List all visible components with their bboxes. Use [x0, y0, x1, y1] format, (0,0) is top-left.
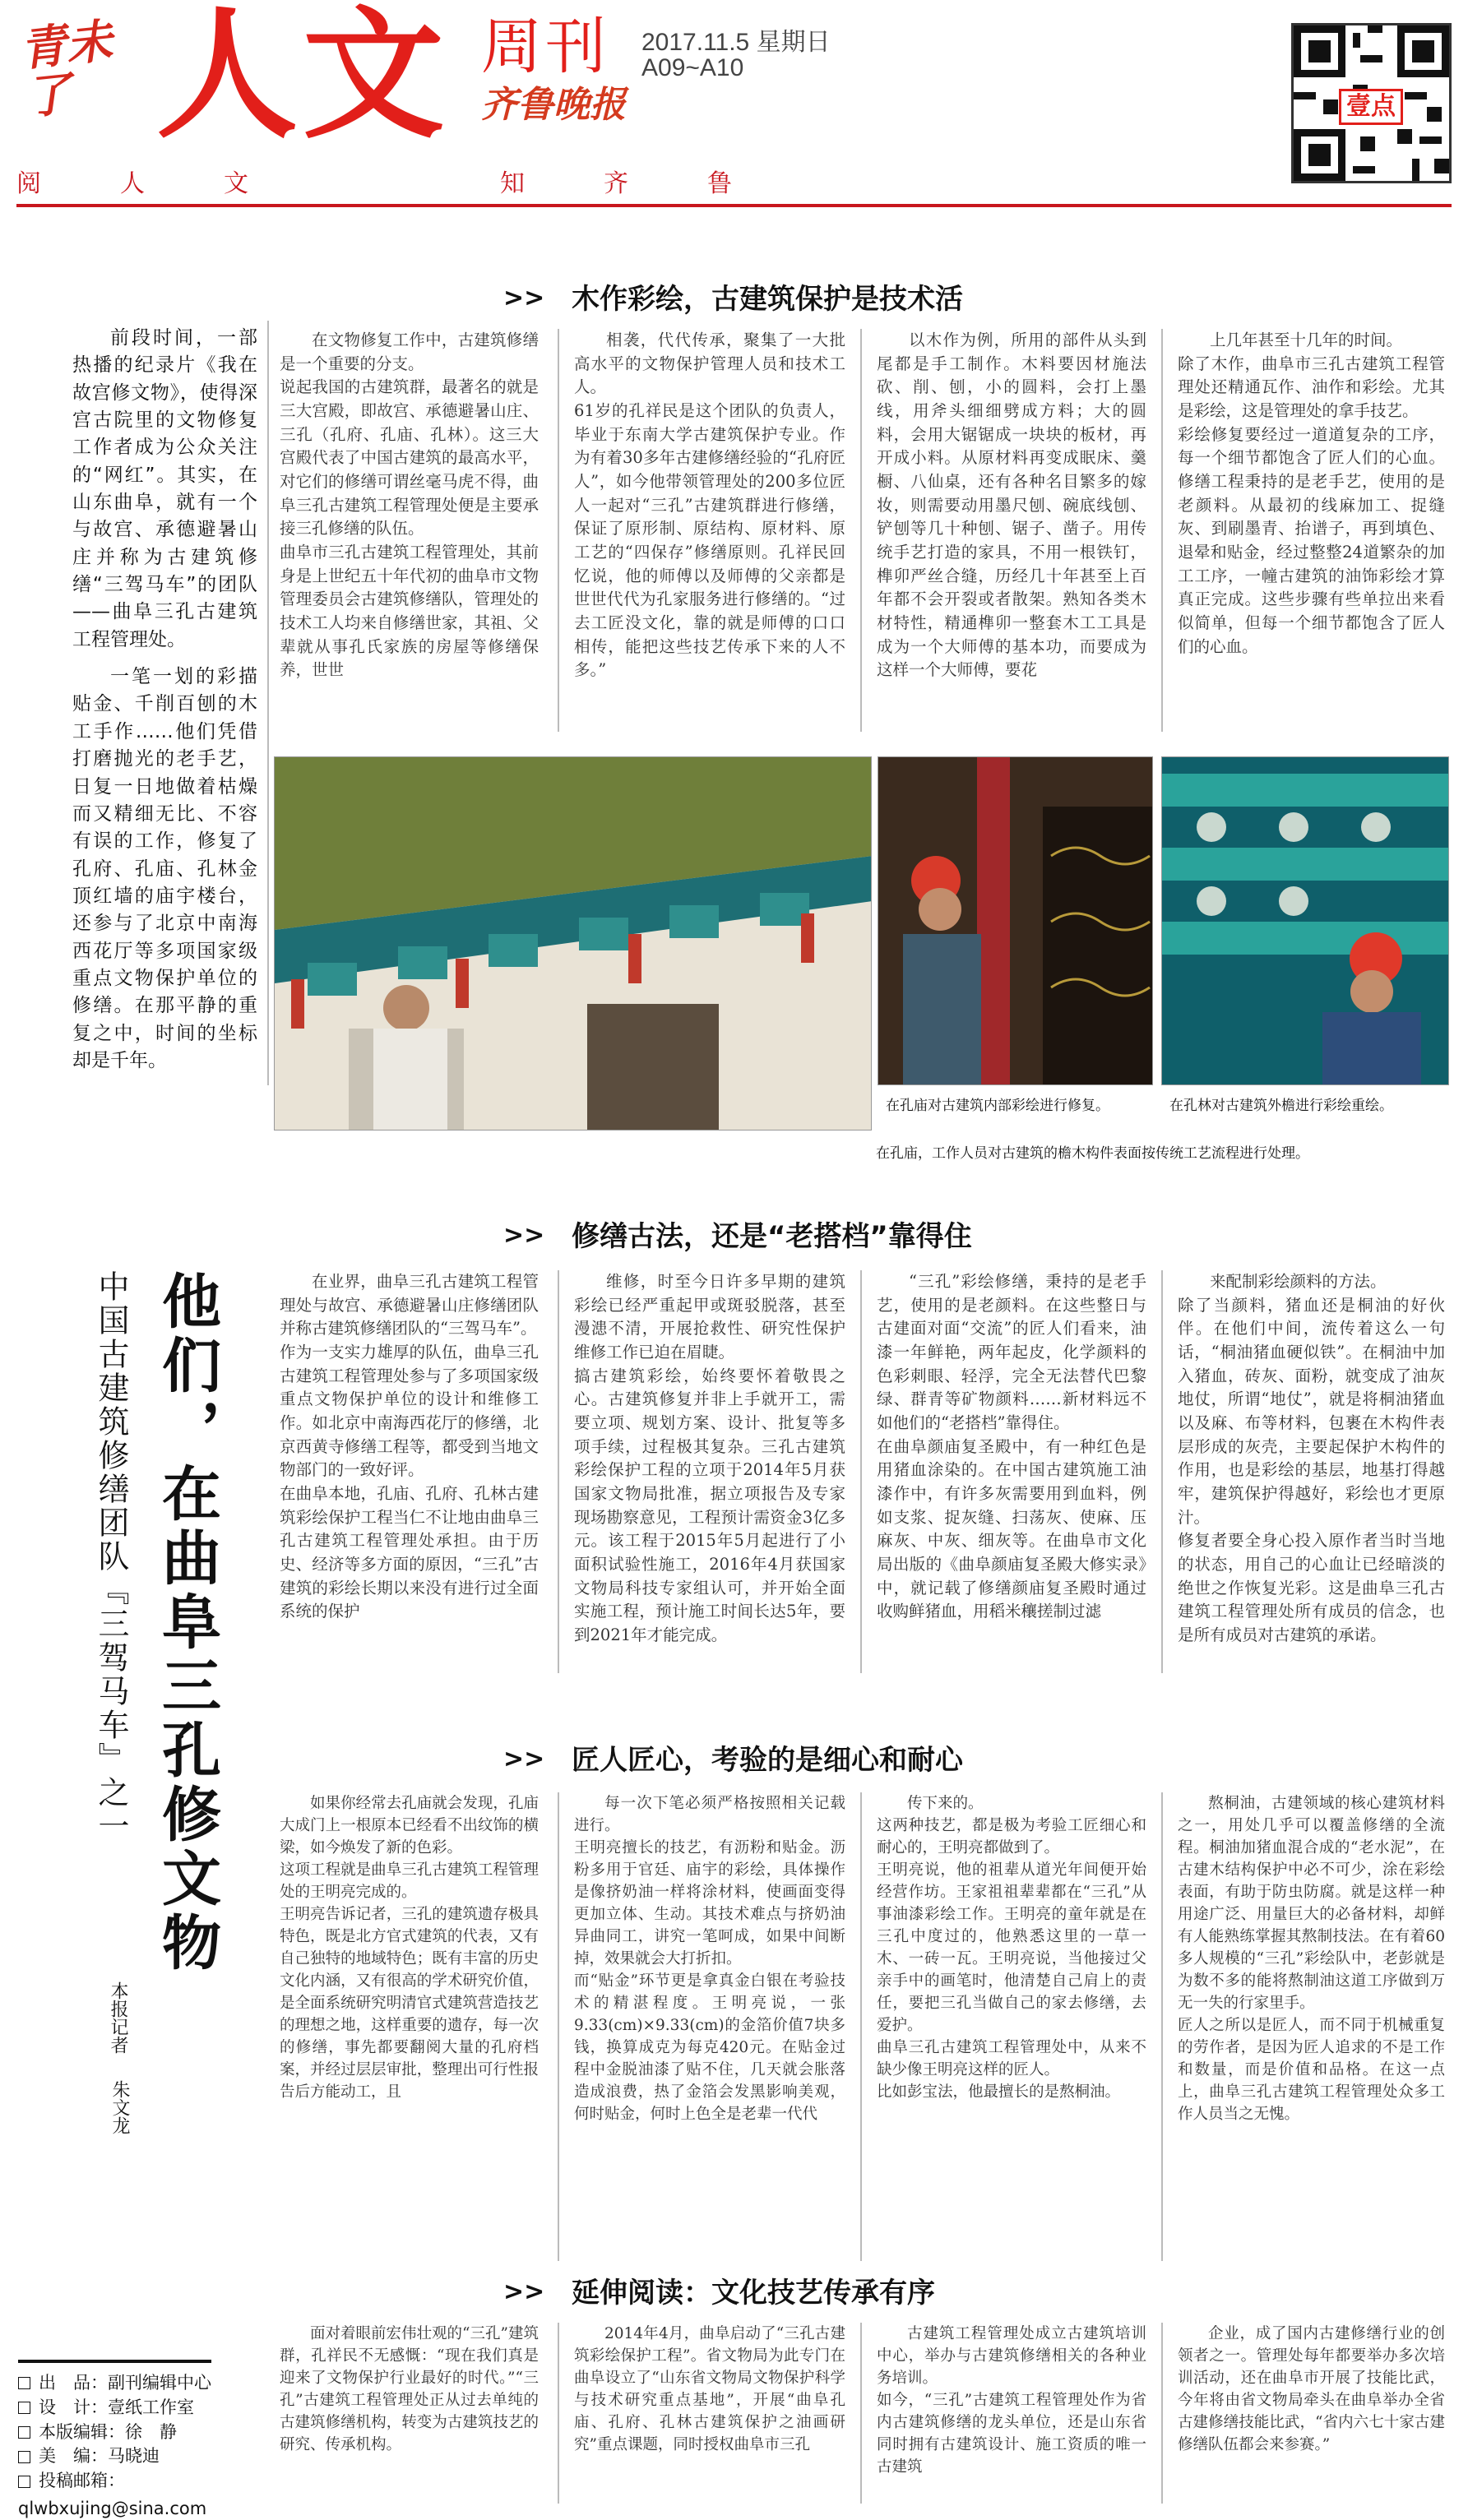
- column-divider: [1161, 1270, 1163, 1673]
- section-arrow: >>: [503, 1221, 545, 1250]
- section3-col-4: 熬桐油，古建领域的核心建筑材料之一，用处几乎可以覆盖修缮的全流程。桐油加猪血混合成的“老水泥”，在古建木结构保护中必不可少，涂在彩绘表面，有助于防虫防腐。就是这样一种用途广泛、用量巨大的必备材料，却鲜有人能熟练掌握其熬制技法。在有着60多人规模的“三孔”彩绘队中，老彭就是为数不多的能将熬制油这道工序做到万无一失的行家里手。 匠人之所以是匠人，而不同于机械重复的劳作者，是因为匠人追求的不是工作和数量，而是价值和品格。在这一点上，曲阜三孔古建筑工程管理处众多工作人员当之无愧。: [1178, 1795, 1445, 2123]
- intro-text: [72, 325, 257, 1075]
- tagline: [16, 163, 1250, 199]
- section1-col-4: 上几年甚至十几年的时间。 除了木作，曲阜市三孔古建筑工程管理处还精通瓦作、油作和彩绘。尤其是彩绘，这是管理处的拿手技艺。 彩绘修复要经过一道道复杂的工序，每一个细节都饱含了匠人们的心血。修缮工程秉持的是老手艺，使用的是老颜料。从最初的线麻加工、捉缝灰、到刷墨青、抬谱子，再到填色、退晕和贴金，经过整整24道繁杂的加工工序，一幢古建筑的油饰彩绘才算真正完成。这些步骤有些单拉出来看似简单，但每一个细节都饱含了匠人们的心血。: [1178, 331, 1445, 656]
- intro-para-1: 前段时间，一部热播的纪录片《我在故宫修文物》，使得深宫古院里的文物修复工作者成为公众关注的“网红”。其实，在山东曲阜，就有一个与故宫、承德避暑山庄并称为古建筑修缮“三驾马车”的团队——曲阜三孔古建筑工程管理处。: [72, 327, 257, 650]
- column-divider: [558, 1792, 559, 2261]
- column-divider: [1161, 2323, 1163, 2504]
- section4-col-1: 面对着眼前宏伟壮观的“三孔”建筑群，孔祥民不无感慨：“现在我们真是迎来了文物保护行业最好的时代。”“三孔”古建筑工程管理处正从过去单纯的古建筑修缮机构，转变为古建筑技艺的研究、传承机构。: [280, 2325, 539, 2453]
- intro-para-2: 一笔一划的彩描贴金、千削百刨的木工手作……他们凭借打磨抛光的老手艺，日复一日地做着枯燥而又精细无比、不容有误的工作，修复了孔府、孔庙、孔林金顶红墙的庙宇楼台，还参与了北京中南海西花厅等多项国家级重点文物保护单位的修缮。在那平静的重复之中，时间的坐标却是千年。: [72, 666, 257, 1071]
- photo-exterior-painting: [1161, 756, 1449, 1085]
- credit-row: 设 计：壹纸工作室: [18, 2396, 224, 2421]
- checkbox-icon: [18, 2426, 30, 2439]
- section3-col-1: 如果你经常去孔庙就会发现，孔庙大成门上一根原本已经看不出纹饰的横梁，如今焕发了新的色彩。 这项工程就是曲阜三孔古建筑工程管理处的王明亮完成的。 王明亮告诉记者，三孔的建筑遗存极具特色，既是北方官式建筑的代表，又有自己独特的地域特色；既有丰富的历史文化内涵，又有很高的学术研究价值，是全面系统研究明清官式建筑营造技艺的理想之地，这样重要的遗存，每一次的修缮，事先都要翻阅大量的孔府档案，并经过层层审批，整理出可行性报告后方能动工，且: [280, 1795, 539, 2101]
- page-numbers: A09~A10: [641, 54, 744, 81]
- section4-col-2: 2014年4月，曲阜启动了“三孔古建筑彩绘保护工程”。省文物局为此专门在曲阜设立了“山东省文物局文物保护科学与技术研究重点基地”，开展“曲阜孔庙、孔府、孔林古建筑保护之油画研究”重点课题，同时授权曲阜市三孔: [574, 2325, 845, 2453]
- photo-caption-right: 在孔林对古建筑外檐进行彩绘重绘。: [1169, 1098, 1393, 1114]
- section-arrow: >>: [503, 2277, 545, 2306]
- section2-col-2: 维修，时至今日许多早期的建筑彩绘已经严重起甲或斑驳脱落，甚至漫漶不清，开展抢救性、研究性保护维修工作已迫在眉睫。 搞古建筑彩绘，始终要怀着敬畏之心。古建筑修复并非上手就开工，需要立项、规划方案、设计、批复等多项手续，过程极其复杂。三孔古建筑彩绘保护工程的立项于2014年5月获国家文物局批准，据立项报告及专家现场勘察意见，工程预计需资金3亿多元。该工程于2015年5月起进行了小面积试验性施工，2016年4月获国家文物局科技专家组认可，并开始全面实施工程，预计施工时间长达5年，要到2021年才能完成。: [574, 1272, 845, 1644]
- photo-exterior-painting-image: [1162, 757, 1449, 1085]
- tagline-char: 文: [224, 169, 248, 198]
- masthead-title: 人文: [156, 0, 449, 158]
- column-divider: [558, 2323, 559, 2504]
- tagline-char: 鲁: [707, 169, 732, 198]
- tagline-char: 知: [500, 169, 525, 198]
- tagline-char: 齐: [604, 169, 628, 198]
- section2-col-3: “三孔”彩绘修缮，秉持的是老手艺，使用的是老颜料。在这些整日与古建面对面“交流”的匠人们看来，油漆一年鲜艳，两年起皮，化学颜料的色彩刺眼、轻浮，完全无法替代巴黎绿、群青等矿物颜料……新材料远不如他们的“老搭档”靠得住。 在曲阜颜庙复圣殿中，有一种红色是用猪血涂染的。在中国古建筑施工油漆作中，有许多灰需要用到血料，例如支浆、捉灰缝、扫荡灰、使麻、压麻灰、中灰、细灰等。在曲阜市文化局出版的《曲阜颜庙复圣殿大修实录》中，就记载了修缮颜庙复圣殿时通过收购鲜猪血，用稻米穰搓制过滤: [877, 1272, 1146, 1621]
- column-divider: [267, 321, 269, 1085]
- column-divider: [860, 1270, 862, 1673]
- section4-col-3: 古建筑工程管理处成立古建筑培训中心，举办与古建筑修缮相关的各种业务培训。 如今，“三孔”古建筑工程管理处作为省内古建筑修缮的龙头单位，还是山东省同时拥有古建筑设计、施工资质的唯一古建筑: [877, 2325, 1146, 2476]
- issue-date: 2017.11.5 星期日: [641, 29, 831, 56]
- photo-temple-eaves-image: [275, 757, 872, 1131]
- column-divider: [860, 1792, 862, 2261]
- checkbox-icon: [18, 2451, 30, 2463]
- credits-box: [18, 2360, 224, 2520]
- qr-badge: 壹点: [1339, 89, 1403, 125]
- brand-logo: 青未了: [17, 13, 115, 126]
- section-arrow: >>: [503, 1745, 545, 1773]
- credits-rule: [18, 2360, 211, 2363]
- column-divider: [860, 329, 862, 732]
- reporter-label: 本报记者: [108, 1981, 128, 2054]
- header-divider: [16, 204, 1452, 207]
- column-divider: [860, 2323, 862, 2504]
- section1-col-1: 在文物修复工作中，古建筑修缮是一个重要的分支。 说起我国的古建筑群，最著名的就是三大宫殿，即故宫、承德避暑山庄、三孔（孔府、孔庙、孔林）。这三大宫殿代表了中国古建筑的最高水平，对它们的修缮可谓丝毫马虎不得，曲阜三孔古建筑工程管理处便是主要承接三孔修缮的队伍。 曲阜市三孔古建筑工程管理处，其前身是上世纪五十年代初的曲阜市文物管理委员会古建筑修缮队，管理处的技术工人均来自修缮世家，其祖、父辈就从事孔氏家族的房屋等修缮保养，世世: [280, 331, 539, 680]
- tagline-char: 人: [120, 169, 145, 198]
- masthead-weekly: 周刊: [481, 12, 609, 82]
- checkbox-icon: [18, 2402, 30, 2414]
- section1-col-3: 以木作为例，所用的部件从头到尾都是手工制作。木料要因材施法砍、削、刨，小的圆料，会打上墨线，用斧头细细劈成方料；大的圆料，会用大锯锯成一块块的板材，再开成小料。从原材料再变成眠床、羹橱、八仙桌，还有各种名目繁多的嫁妆，则需要动用墨尺刨、碗底线刨、铲刨等几十种刨、锯子、凿子。用传统手艺打造的家具，不用一根铁钉，榫卯严丝合缝，历经几十年甚至上百年都不会开裂或者散架。熟知各类木材特性，精通榫卯一整套木工工具是成为一个大师傅的基本功，而要成为这样一个大师傅，要花: [877, 331, 1146, 680]
- column-divider: [1161, 1792, 1163, 2261]
- photo-caption-bottom: 在孔庙，工作人员对古建筑的檐木构件表面按传统工艺流程进行处理。: [876, 1145, 1309, 1162]
- masthead-paper-name: 齐鲁晚报: [481, 84, 626, 126]
- tagline-char: 阅: [16, 169, 41, 198]
- column-divider: [558, 329, 559, 732]
- section-title-3: 匠人匠心，考验的是细心和耐心: [572, 1744, 963, 1777]
- credit-row: 投稿邮箱：: [18, 2469, 224, 2494]
- contact-email[interactable]: qlwbxujing@sina.com: [18, 2499, 207, 2519]
- section-arrow: >>: [503, 284, 545, 312]
- credit-row: 本版编辑：徐 静: [18, 2421, 224, 2445]
- photo-interior-painting: [878, 756, 1153, 1085]
- checkbox-icon: [18, 2377, 30, 2389]
- section2-col-4: 来配制彩绘颜料的方法。 除了当颜料，猪血还是桐油的好伙伴。在他们中间，流传着这么一句话，“桐油猪血硬似铁”。在桐油中加入猪血，砖灰、面粉，就变成了油灰地仗，所谓“地仗”，就是将桐油猪血以及麻、布等材料，包裹在木构件表层形成的灰壳，主要起保护木构件的作用，也是彩绘的基层，地基打得越牢，建筑保护得越好，彩绘也才更原汁。 修复者要全身心投入原作者当时当地的状态，用自己的心血让已经暗淡的绝世之作恢复光彩。这是曲阜三孔古建筑工程管理处所有成员的信念，也是所有成员对古建筑的承诺。: [1178, 1272, 1445, 1644]
- section-title-4: 延伸阅读：文化技艺传承有序: [572, 2277, 935, 2310]
- section3-col-3: 传下来的。 这两种技艺，都是极为考验工匠细心和耐心的，王明亮都做到了。 王明亮说，他的祖辈从道光年间便开始经营作坊。王家祖祖辈辈都在“三孔”从事油漆彩绘工作。王明亮的童年就是在三孔中度过的，他熟悉这里的一草一木、一砖一瓦。王明亮说，当他接过父亲手中的画笔时，他清楚自己肩上的责任，要把三孔当做自己的家去修缮，去爱护。 曲阜三孔古建筑工程管理处中，从来不缺少像王明亮这样的匠人。 比如彭宝法，他最擅长的是熬桐油。: [877, 1795, 1146, 2101]
- section4-col-4: 企业，成了国内古建修缮行业的创领者之一。管理处每年都要举办多次培训活动，还在曲阜市开展了技能比武，今年将由省文物局牵头在曲阜举办全省古建修缮技能比武，“省内六七十家古建修缮队伍都会来参赛。”: [1178, 2325, 1445, 2453]
- section-title-2: 修缮古法，还是“老搭档”靠得住: [572, 1220, 972, 1253]
- photo-caption-middle: 在孔庙对古建筑内部彩绘进行修复。: [886, 1098, 1109, 1114]
- column-divider: [558, 1270, 559, 1673]
- photo-temple-eaves: [274, 756, 872, 1131]
- section1-col-2: 相袭，代代传承，聚集了一大批高水平的文物保护管理人员和技术工人。 61岁的孔祥民是这个团队的负责人，毕业于东南大学古建筑保护专业。作为有着30多年古建修缮经验的“孔府匠人”，如今他带领管理处的200多位匠人一起对“三孔”古建筑群进行修缮，保证了原形制、原结构、原材料、原工艺的“四保存”修缮原则。孔祥民回忆说，他的师傅以及师傅的父亲都是世世代代为孔家服务进行修缮的。“过去工匠没文化，靠的就是师傅的口口相传，能把这些技艺传承下来的人不多。”: [574, 331, 845, 680]
- reporter-name: 朱文龙: [109, 2080, 130, 2134]
- credit-row: 美 编：马晓迪: [18, 2444, 224, 2469]
- photo-interior-painting-image: [878, 757, 1153, 1085]
- section-title-1: 木作彩绘，古建筑保护是技术活: [572, 283, 963, 316]
- feature-title: 他们，在曲阜三孔修文物: [152, 1270, 222, 1976]
- section3-col-2: 每一次下笔必须严格按照相关记载进行。 王明亮擅长的技艺，有沥粉和贴金。沥粉多用于官廷、庙宇的彩绘，具体操作是像挤奶油一样将涂材料，使画面变得更加立体、生动。其技术难点与挤奶油异曲同工，讲究一笔呵成，如果中间断掉，效果就会大打折扣。 而“贴金”环节更是拿真金白银在考验技术的精湛程度。王明亮说，一张9.33(cm)×9.33(cm)的金箔价值7块多钱，换算成克为每克420元。在贴金过程中金脱油漆了贴不住，几天就会胀落造成浪费，热了金箔会发黑影响美观，何时贴金，何时上色全是老辈一代代: [574, 1795, 845, 2123]
- checkbox-icon: [18, 2476, 30, 2488]
- column-divider: [1161, 329, 1163, 732]
- credit-row: 出 品：副刊编辑中心: [18, 2371, 224, 2396]
- section2-col-1: 在业界，曲阜三孔古建筑工程管理处与故宫、承德避暑山庄修缮团队并称古建筑修缮团队的“三驾马车”。 作为一支实力雄厚的队伍，曲阜三孔古建筑工程管理处参与了多项国家级重点文物保护单位的设计和维修工作。如北京中南海西花厅的修缮，北京西黄寺修缮工程等，都受到当地文物部门的一致好评。 在曲阜本地，孔庙、孔府、孔林古建筑彩绘保护工程当仁不让地由曲阜三孔古建筑工程管理处承担。由于历史、经济等多方面的原因，“三孔”古建筑的彩绘长期以来没有进行过全面系统的保护: [280, 1272, 539, 1621]
- feature-subtitle: 中国古建筑修缮团队『三驾马车』之一: [93, 1270, 129, 1843]
